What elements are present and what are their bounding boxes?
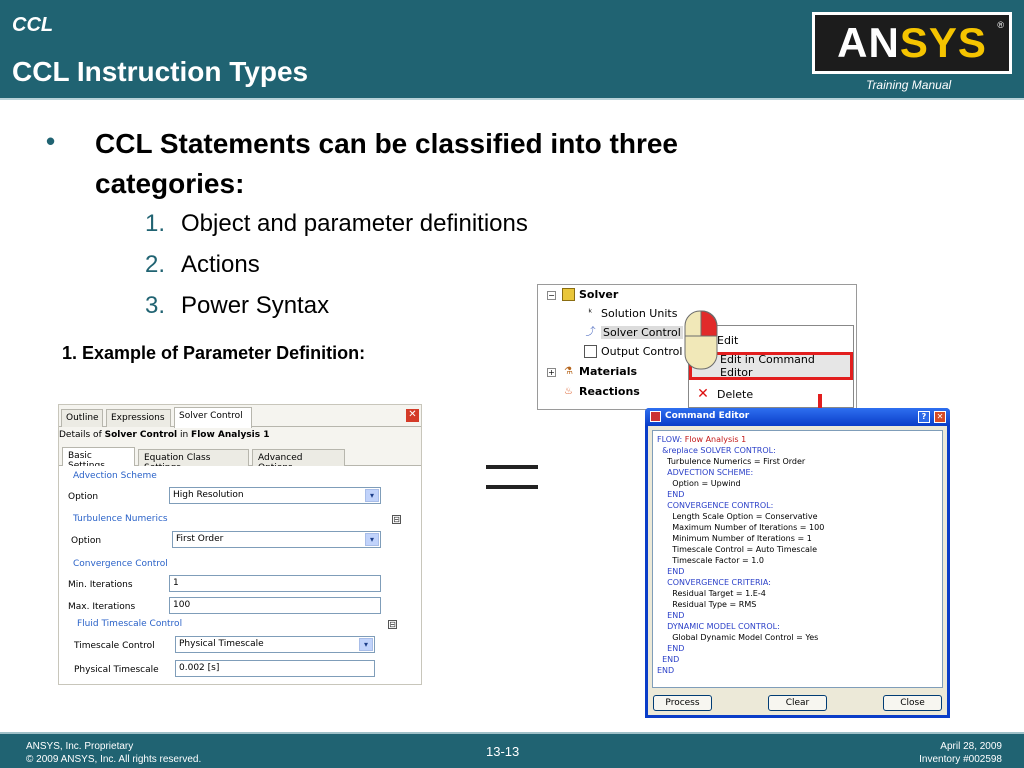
command-line bbox=[657, 665, 938, 676]
details-heading bbox=[59, 430, 270, 440]
menu-label-delete: Delete bbox=[717, 387, 754, 401]
command-line bbox=[657, 467, 938, 478]
command-text-area[interactable] bbox=[652, 430, 943, 688]
command-key: &replace SOLVER CONTROL: bbox=[662, 446, 776, 455]
collapse-toggle-icon[interactable]: − bbox=[548, 291, 555, 300]
list-text: Power Syntax bbox=[181, 292, 330, 319]
command-indent bbox=[657, 490, 667, 499]
command-line bbox=[657, 632, 938, 643]
tree-item-output-control[interactable] bbox=[584, 345, 682, 358]
page-number: 13-13 bbox=[486, 744, 520, 759]
command-key: Length Scale Option = Conservative bbox=[672, 512, 818, 521]
list-item bbox=[145, 210, 528, 238]
list-number: 3. bbox=[145, 292, 166, 319]
list-number: 1. bbox=[145, 210, 166, 237]
tree-item-reactions[interactable] bbox=[562, 385, 640, 398]
example-label: 1. Example of Parameter Definition: bbox=[62, 343, 366, 363]
command-key: Turbulence Numerics = First Order bbox=[667, 457, 806, 466]
command-indent bbox=[657, 633, 672, 642]
details-analysis: Flow Analysis 1 bbox=[191, 430, 270, 440]
max-iterations-input[interactable]: 100 bbox=[169, 597, 381, 614]
command-indent bbox=[657, 578, 667, 587]
command-line bbox=[657, 478, 938, 489]
logo-text-an: AN bbox=[837, 19, 900, 66]
tree-label-materials: Materials bbox=[579, 365, 638, 378]
command-line bbox=[657, 489, 938, 500]
training-manual-label: Training Manual bbox=[866, 78, 952, 92]
tree-label-solver: Solver bbox=[579, 288, 619, 301]
turbulence-option-select[interactable] bbox=[172, 531, 381, 548]
command-indent bbox=[657, 611, 667, 620]
command-indent bbox=[657, 523, 672, 532]
command-key: END bbox=[657, 666, 675, 675]
physical-timescale-input[interactable]: 0.002 [s] bbox=[175, 660, 375, 677]
command-line bbox=[657, 511, 938, 522]
panel-tab-bar bbox=[59, 405, 422, 427]
list-item bbox=[145, 251, 260, 279]
output-control-icon bbox=[584, 345, 597, 358]
solver-control-icon: ⤴ bbox=[585, 327, 596, 338]
slide-header bbox=[0, 0, 1024, 100]
turbulence-option-label: Option bbox=[71, 536, 102, 546]
solver-control-details-panel bbox=[58, 404, 422, 685]
main-bullet: CCL Statements can be classified into three categories: bbox=[95, 128, 678, 199]
command-key: Option = Upwind bbox=[672, 479, 741, 488]
command-indent bbox=[657, 479, 672, 488]
logo-plate bbox=[815, 15, 1009, 71]
turbulence-option-value: First Order bbox=[176, 534, 224, 544]
tree-item-solver-control[interactable] bbox=[584, 326, 683, 339]
list-item bbox=[145, 292, 329, 320]
command-line bbox=[657, 654, 938, 665]
tree-label-reactions: Reactions bbox=[579, 385, 640, 398]
equals-sign-top bbox=[486, 465, 538, 469]
tree-label-output-control: Output Control bbox=[601, 345, 683, 358]
command-indent bbox=[657, 468, 667, 477]
slide-title: CCL Instruction Types bbox=[12, 56, 309, 87]
registered-mark: ® bbox=[997, 20, 1004, 30]
command-indent bbox=[657, 457, 667, 466]
chevron-down-icon[interactable]: ▾ bbox=[365, 489, 379, 502]
list-number: 2. bbox=[145, 251, 166, 278]
logo-text-sys: SYS bbox=[899, 19, 987, 66]
command-line bbox=[657, 533, 938, 544]
command-value: Flow Analysis 1 bbox=[682, 435, 747, 444]
solver-icon bbox=[562, 288, 575, 301]
tree-label-solver-control: Solver Control bbox=[603, 326, 681, 339]
tree-item-solution-units[interactable] bbox=[584, 307, 677, 320]
command-key: END bbox=[667, 490, 685, 499]
tab-solver-control[interactable]: Solver Control bbox=[174, 407, 252, 428]
tab-advanced-options[interactable]: Advanced bbox=[252, 449, 345, 466]
timescale-control-label: Timescale Control bbox=[74, 641, 155, 651]
close-button[interactable]: Close bbox=[883, 695, 942, 711]
tree-label-solution-units: Solution Units bbox=[601, 307, 678, 320]
equals-sign-bottom bbox=[486, 485, 538, 489]
command-line bbox=[657, 643, 938, 654]
command-key: END bbox=[667, 567, 685, 576]
advection-option-value: High Resolution bbox=[173, 490, 244, 500]
footer-left bbox=[26, 740, 201, 766]
command-indent bbox=[657, 545, 672, 554]
tree-item-materials[interactable] bbox=[562, 365, 637, 378]
command-key: CONVERGENCE CONTROL: bbox=[667, 501, 774, 510]
command-editor-body bbox=[648, 426, 947, 715]
command-indent bbox=[657, 534, 672, 543]
details-prefix: Details of bbox=[59, 430, 105, 440]
command-line bbox=[657, 445, 938, 456]
expand-toggle-icon[interactable]: + bbox=[548, 368, 555, 377]
chevron-down-icon[interactable]: ▾ bbox=[359, 638, 373, 651]
list-text: Object and parameter definitions bbox=[181, 210, 528, 237]
group-advection-scheme: Advection Scheme bbox=[73, 471, 157, 481]
command-line bbox=[657, 577, 938, 588]
command-line bbox=[657, 555, 938, 566]
command-key: Timescale Factor = 1.0 bbox=[672, 556, 764, 565]
command-key: Residual Type = RMS bbox=[672, 600, 757, 609]
command-key: Maximum Number of Iterations = 100 bbox=[672, 523, 825, 532]
close-icon[interactable]: ✕ bbox=[934, 411, 946, 423]
command-indent bbox=[657, 567, 667, 576]
command-key: Timescale Control = Auto Timescale bbox=[672, 545, 818, 554]
timescale-control-value: Physical Timescale bbox=[179, 639, 264, 649]
logo-wordmark bbox=[837, 19, 987, 66]
close-icon[interactable]: ✕ bbox=[406, 409, 419, 422]
command-line bbox=[657, 500, 938, 511]
tab-equation-class-settings[interactable]: Equation Class bbox=[138, 449, 249, 466]
command-key: CONVERGENCE CRITERIA: bbox=[667, 578, 771, 587]
tab-basic-settings[interactable]: Basic bbox=[62, 447, 135, 467]
collapse-icon[interactable]: ⊟ bbox=[393, 515, 400, 524]
command-indent bbox=[657, 512, 672, 521]
group-fluid-timescale-control: Fluid Timescale Control bbox=[77, 619, 183, 629]
command-key: Residual Target = 1.E-4 bbox=[672, 589, 766, 598]
details-in: in bbox=[177, 430, 192, 440]
basic-settings-form bbox=[59, 466, 422, 685]
command-line bbox=[657, 522, 938, 533]
slide-footer bbox=[0, 732, 1024, 768]
min-iterations-label: Min. Iterations bbox=[68, 580, 133, 590]
command-line bbox=[657, 566, 938, 577]
details-object: Solver Control bbox=[104, 430, 178, 440]
settings-tab-bar bbox=[59, 447, 422, 466]
command-indent bbox=[657, 501, 667, 510]
footer-right bbox=[919, 740, 1002, 766]
command-editor-window bbox=[645, 408, 950, 718]
units-icon: ᵏ bbox=[588, 308, 593, 319]
advection-option-select[interactable] bbox=[169, 487, 381, 504]
command-editor-title: Command Editor bbox=[665, 411, 750, 421]
chevron-down-icon[interactable]: ▾ bbox=[365, 533, 379, 546]
command-editor-titlebar[interactable] bbox=[645, 408, 950, 426]
group-convergence-control: Convergence Control bbox=[73, 559, 168, 569]
group-turbulence-numerics: Turbulence Numerics bbox=[73, 514, 168, 524]
physical-timescale-label: Physical Timescale bbox=[74, 665, 159, 675]
tree-item-solver[interactable] bbox=[562, 288, 618, 301]
collapse-icon[interactable]: ⊟ bbox=[389, 620, 396, 629]
command-line bbox=[657, 610, 938, 621]
menu-label-edit: Edit bbox=[717, 333, 739, 347]
command-key: DYNAMIC MODEL CONTROL: bbox=[667, 622, 780, 631]
command-key: END bbox=[667, 611, 685, 620]
command-line bbox=[657, 621, 938, 632]
process-button[interactable]: Process bbox=[653, 695, 712, 711]
command-key: END bbox=[662, 655, 680, 664]
command-key: FLOW: bbox=[657, 435, 683, 444]
delete-icon: ✕ bbox=[697, 386, 709, 402]
help-icon[interactable]: ? bbox=[918, 411, 930, 423]
command-line bbox=[657, 456, 938, 467]
ansys-logo bbox=[812, 12, 1012, 74]
materials-icon: ⚗ bbox=[564, 366, 573, 377]
command-key: Global Dynamic Model Control = Yes bbox=[672, 633, 819, 642]
menu-label-edit-command: Edit in Command Editor bbox=[720, 353, 815, 379]
command-key: ADVECTION SCHEME: bbox=[667, 468, 754, 477]
timescale-control-select[interactable] bbox=[175, 636, 375, 653]
list-text: Actions bbox=[181, 251, 260, 278]
min-iterations-input[interactable]: 1 bbox=[169, 575, 381, 592]
footer-copyright: © 2009 ANSYS, Inc. All rights reserved. bbox=[26, 754, 202, 765]
tab-expressions[interactable]: Expressions bbox=[106, 409, 171, 427]
command-indent bbox=[657, 589, 672, 598]
command-indent bbox=[657, 600, 672, 609]
footer-inventory: Inventory #002598 bbox=[919, 754, 1002, 765]
command-line bbox=[657, 434, 938, 445]
mouse-right-click-icon bbox=[684, 310, 718, 370]
app-icon bbox=[650, 411, 661, 422]
reactions-icon: ♨ bbox=[564, 386, 573, 397]
footer-date: April 28, 2009 bbox=[940, 741, 1002, 752]
command-line bbox=[657, 544, 938, 555]
command-line bbox=[657, 588, 938, 599]
command-indent bbox=[657, 644, 667, 653]
command-key: END bbox=[667, 644, 685, 653]
max-iterations-label: Max. Iterations bbox=[68, 602, 136, 612]
command-line bbox=[657, 599, 938, 610]
command-indent bbox=[657, 622, 667, 631]
command-key: Minimum Number of Iterations = 1 bbox=[672, 534, 812, 543]
section-label: CCL bbox=[12, 14, 54, 36]
tab-outline[interactable]: Outline bbox=[61, 409, 103, 427]
advection-option-label: Option bbox=[68, 492, 99, 502]
footer-proprietary: ANSYS, Inc. Proprietary bbox=[26, 741, 134, 752]
command-indent bbox=[657, 556, 672, 565]
clear-button[interactable]: Clear bbox=[768, 695, 827, 711]
bullet-icon: • bbox=[46, 126, 56, 156]
